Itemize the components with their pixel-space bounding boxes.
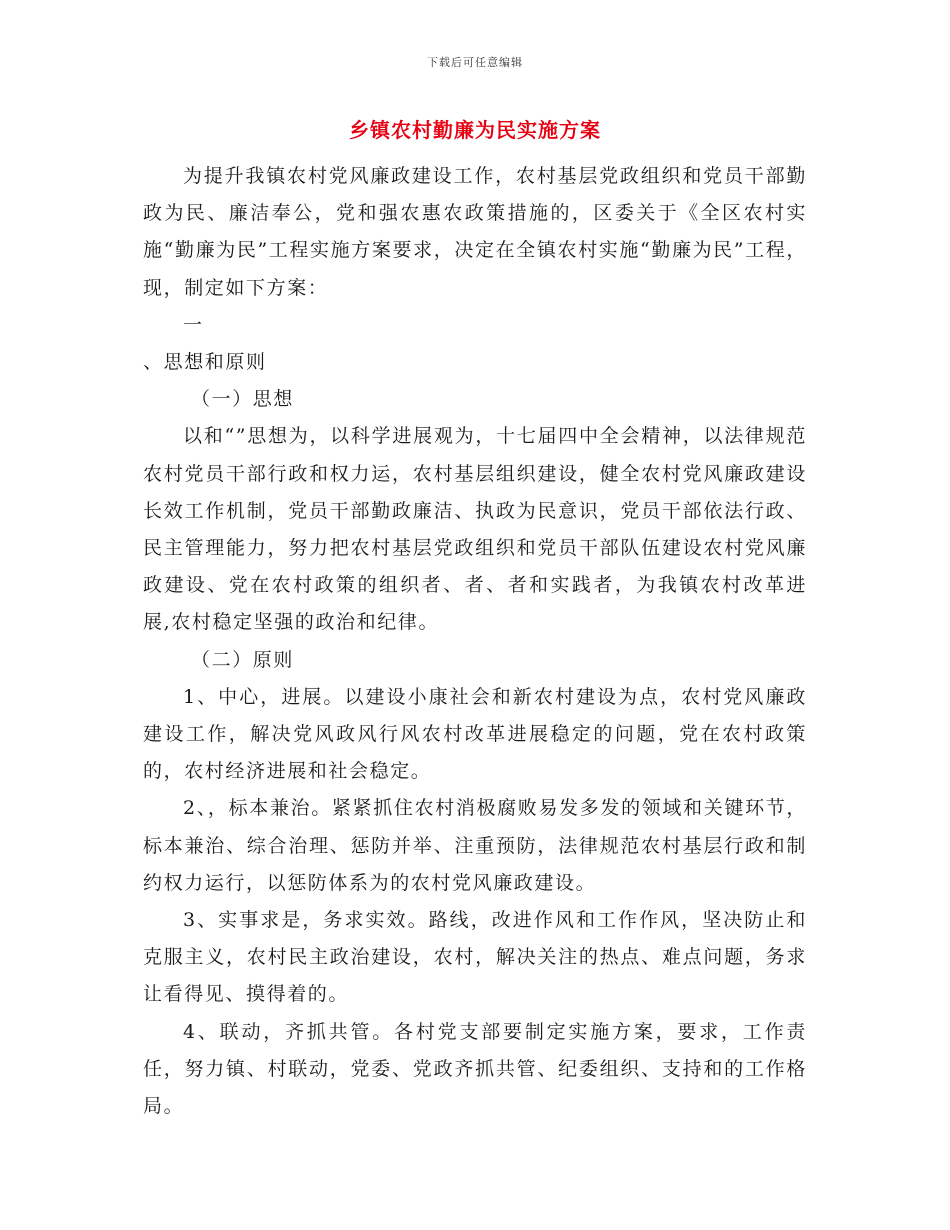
page-header-note: 下载后可任意编辑	[427, 56, 523, 69]
thought-paragraph: 以和“”思想为，以科学进展观为，十七届四中全会精神，以法律规范农村党员干部行政和权力运，农村基层组织建设，健全农村党风廉政建设长效工作机制，党员干部勤政廉洁、执政为民意识，党员干部依法行政、民主管理能力，努力把农村基层党政组织和党员干部队伍建设农村党风廉政建设、党在农村政策的组织者、者、者和实践者，为我镇农村改革进展,农村稳定坚强的政治和纪律。	[143, 425, 807, 634]
principle-item-1: 1、中心，进展。以建设小康社会和新农村建设为点，农村党风廉政建设工作，解决党风政风行风农村改革进展稳定的问题，党在农村政策的，农村经济进展和社会稳定。	[143, 685, 807, 783]
document-body	[143, 158, 807, 1125]
intro-paragraph: 为提升我镇农村党风廉政建设工作，农村基层党政组织和党员干部勤政为民、廉洁奉公，党和强农惠农政策措施的，区委关于《全区农村实施“勤廉为民”工程实施方案要求，决定在全镇农村实施“勤廉为民”工程，现，制定如下方案：	[143, 165, 807, 299]
principle-item-3: 3、实事求是，务求实效。路线，改进作风和工作作风，坚决防止和克服主义，农村民主政治建设，农村，解决关注的热点、难点问题，务求让看得见、摸得着的。	[143, 909, 807, 1006]
section-heading: 、思想和原则	[143, 351, 267, 374]
document-title: 乡镇农村勤廉为民实施方案	[349, 118, 601, 142]
principle-item-2: 2、，标本兼治。紧紧抓住农村消极腐败易发多发的领域和关键环节，标本兼治、综合治理、惩防并举、注重预防，法律规范农村基层行政和制约权力运行，以惩防体系为的农村党风廉政建设。	[143, 797, 807, 894]
section-number: 一	[183, 313, 204, 336]
subsection-heading-principle: （二）原则	[191, 648, 295, 671]
subsection-heading-thought: （一）思想	[191, 388, 295, 411]
principle-item-4: 4、联动，齐抓共管。各村党支部要制定实施方案，要求，工作责任，努力镇、村联动，党委、党政齐抓共管、纪委组织、支持和的工作格局。	[143, 1020, 807, 1118]
